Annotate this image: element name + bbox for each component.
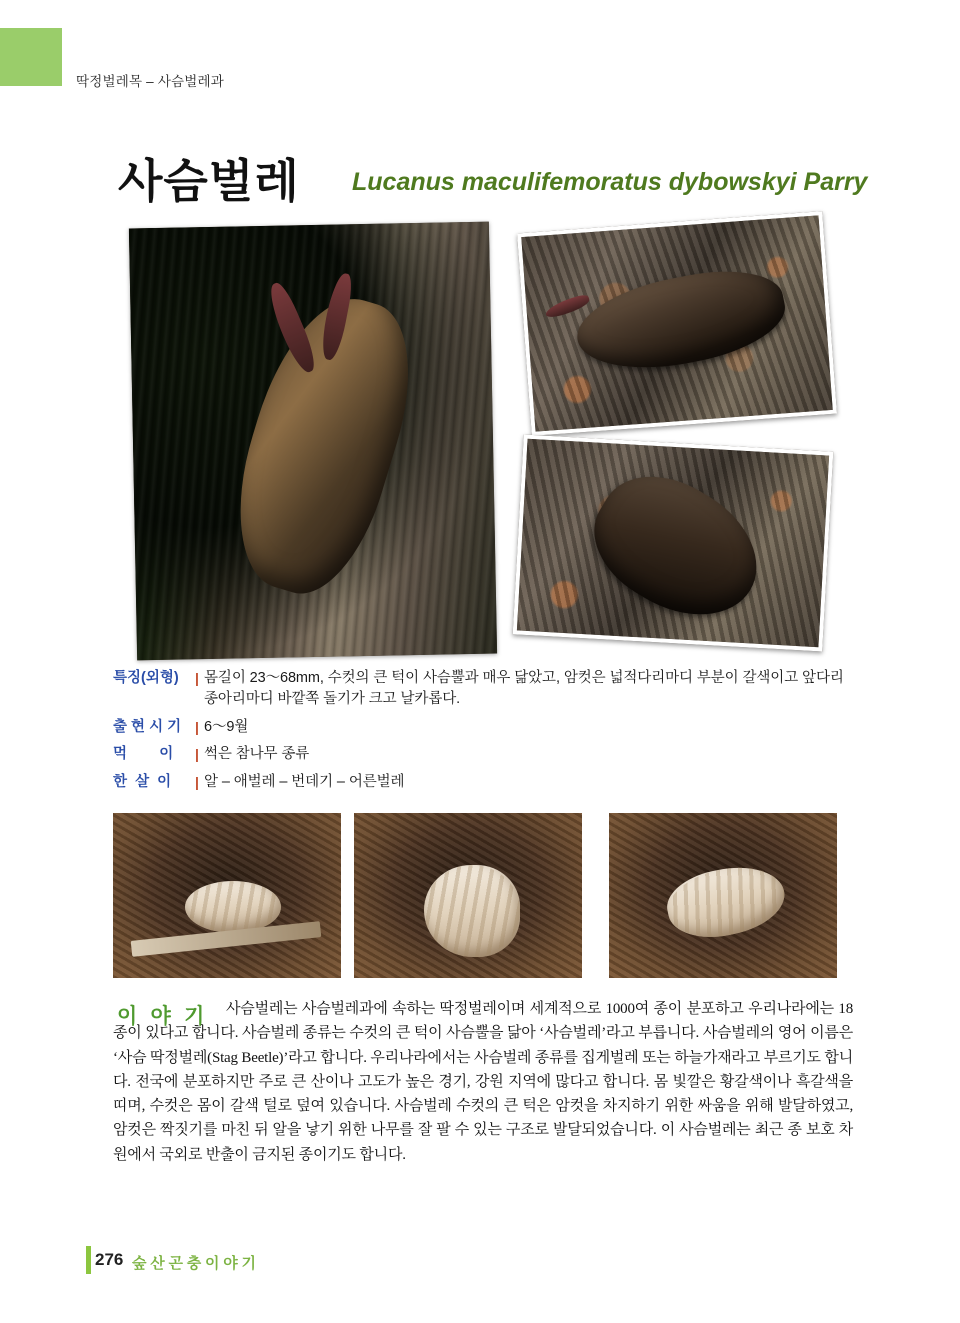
story-heading: 이 야 기 — [117, 1004, 209, 1028]
breadcrumb: 딱정벌레목 – 사슴벌레과 — [76, 74, 225, 89]
info-label-features: 특징(외형) — [113, 670, 179, 686]
info-separator: | — [195, 670, 199, 686]
larva-body — [424, 865, 520, 957]
photo-larva-in-wood-tunnel — [113, 813, 341, 978]
info-value-features: 몸길이 23〜68mm, 수컷의 큰 턱이 사슴뿔과 매우 닮았고, 암컷은 넓적다리마디 부분이 갈색이고 앞다리 종아리마디 바깥쪽 돌기가 크고 날카롭다. — [204, 670, 844, 708]
photo-main-male-stag-beetle-on-bark — [129, 222, 497, 661]
header-accent-block — [0, 28, 62, 86]
photo-male-stag-beetle-side-view — [517, 211, 837, 436]
scientific-name: Lucanus maculifemoratus dybowskyi Parry — [352, 168, 868, 196]
photo-female-stag-beetle-on-rock — [513, 435, 834, 652]
info-value-food: 썩은 참나무 종류 — [204, 746, 310, 763]
info-row-food — [113, 744, 853, 765]
species-info-block — [113, 668, 853, 799]
page-number: 276 — [95, 1250, 124, 1269]
info-row-season — [113, 717, 853, 738]
larva-segments — [185, 881, 281, 933]
info-separator: | — [195, 718, 199, 735]
info-value-lifecycle: 알 – 애벌레 – 번데기 – 어른벌레 — [204, 773, 405, 790]
photo-pupa-in-chamber — [609, 813, 837, 978]
info-separator: | — [195, 773, 199, 790]
footer-book-title: 숲 산 곤 충 이 야 기 — [132, 1256, 256, 1272]
info-value-season: 6〜9월 — [204, 718, 249, 735]
info-label-food: 먹 이 — [113, 746, 174, 763]
story-text: 사슴벌레는 사슴벌레과에 속하는 딱정벌레이며 세계적으로 1000여 종이 분포하고 우리나라에는 18종이 있다고 합니다. 사슴벌레 종류는 수컷의 큰 턱이 사슴뿔을 닮아 ‘사슴벌레’라고 부릅니다. 사슴벌레의 영어 이름은 ‘사슴 딱정벌레(Stag Beetle)’라고 합니다. 우리나라에서는 사슴벌레 종류를 집게벌레 또는 하늘가재라고 부르기도 합니다. 전국에 분포하지만 주로 큰 산이나 고도가 높은 경기, 강원 지역에 많다고 합니다. 몸 빛깔은 황갈색이나 흑갈색을 띠며, 수컷은 몸이 갈색 털로 덮여 있습니다. 사슴벌레 수컷의 큰 턱은 암컷을 차지하기 위한 싸움을 위해 발달하였고, 암컷은 짝짓기를 마친 뒤 알을 낳기 위한 나무를 잘 팔 수 있는 구조로 발달되었습니다. 이 사슴벌레는 최근 종 보호 차원에서 국외로 반출이 금지된 종이기도 합니다. — [113, 1001, 853, 1163]
footer-accent-bar — [86, 1246, 91, 1274]
info-separator: | — [195, 746, 199, 763]
info-label-season: 출 현 시 기 — [113, 718, 182, 735]
info-label-lifecycle: 한 살 이 — [113, 773, 172, 790]
larva-segments — [424, 865, 520, 957]
info-row-features — [113, 668, 853, 711]
larva-body — [185, 881, 281, 933]
page-header — [0, 28, 960, 89]
page-title: 사슴벌레 — [118, 156, 300, 207]
photo-larva-curled-in-soil — [354, 813, 582, 978]
info-row-lifecycle — [113, 772, 853, 793]
